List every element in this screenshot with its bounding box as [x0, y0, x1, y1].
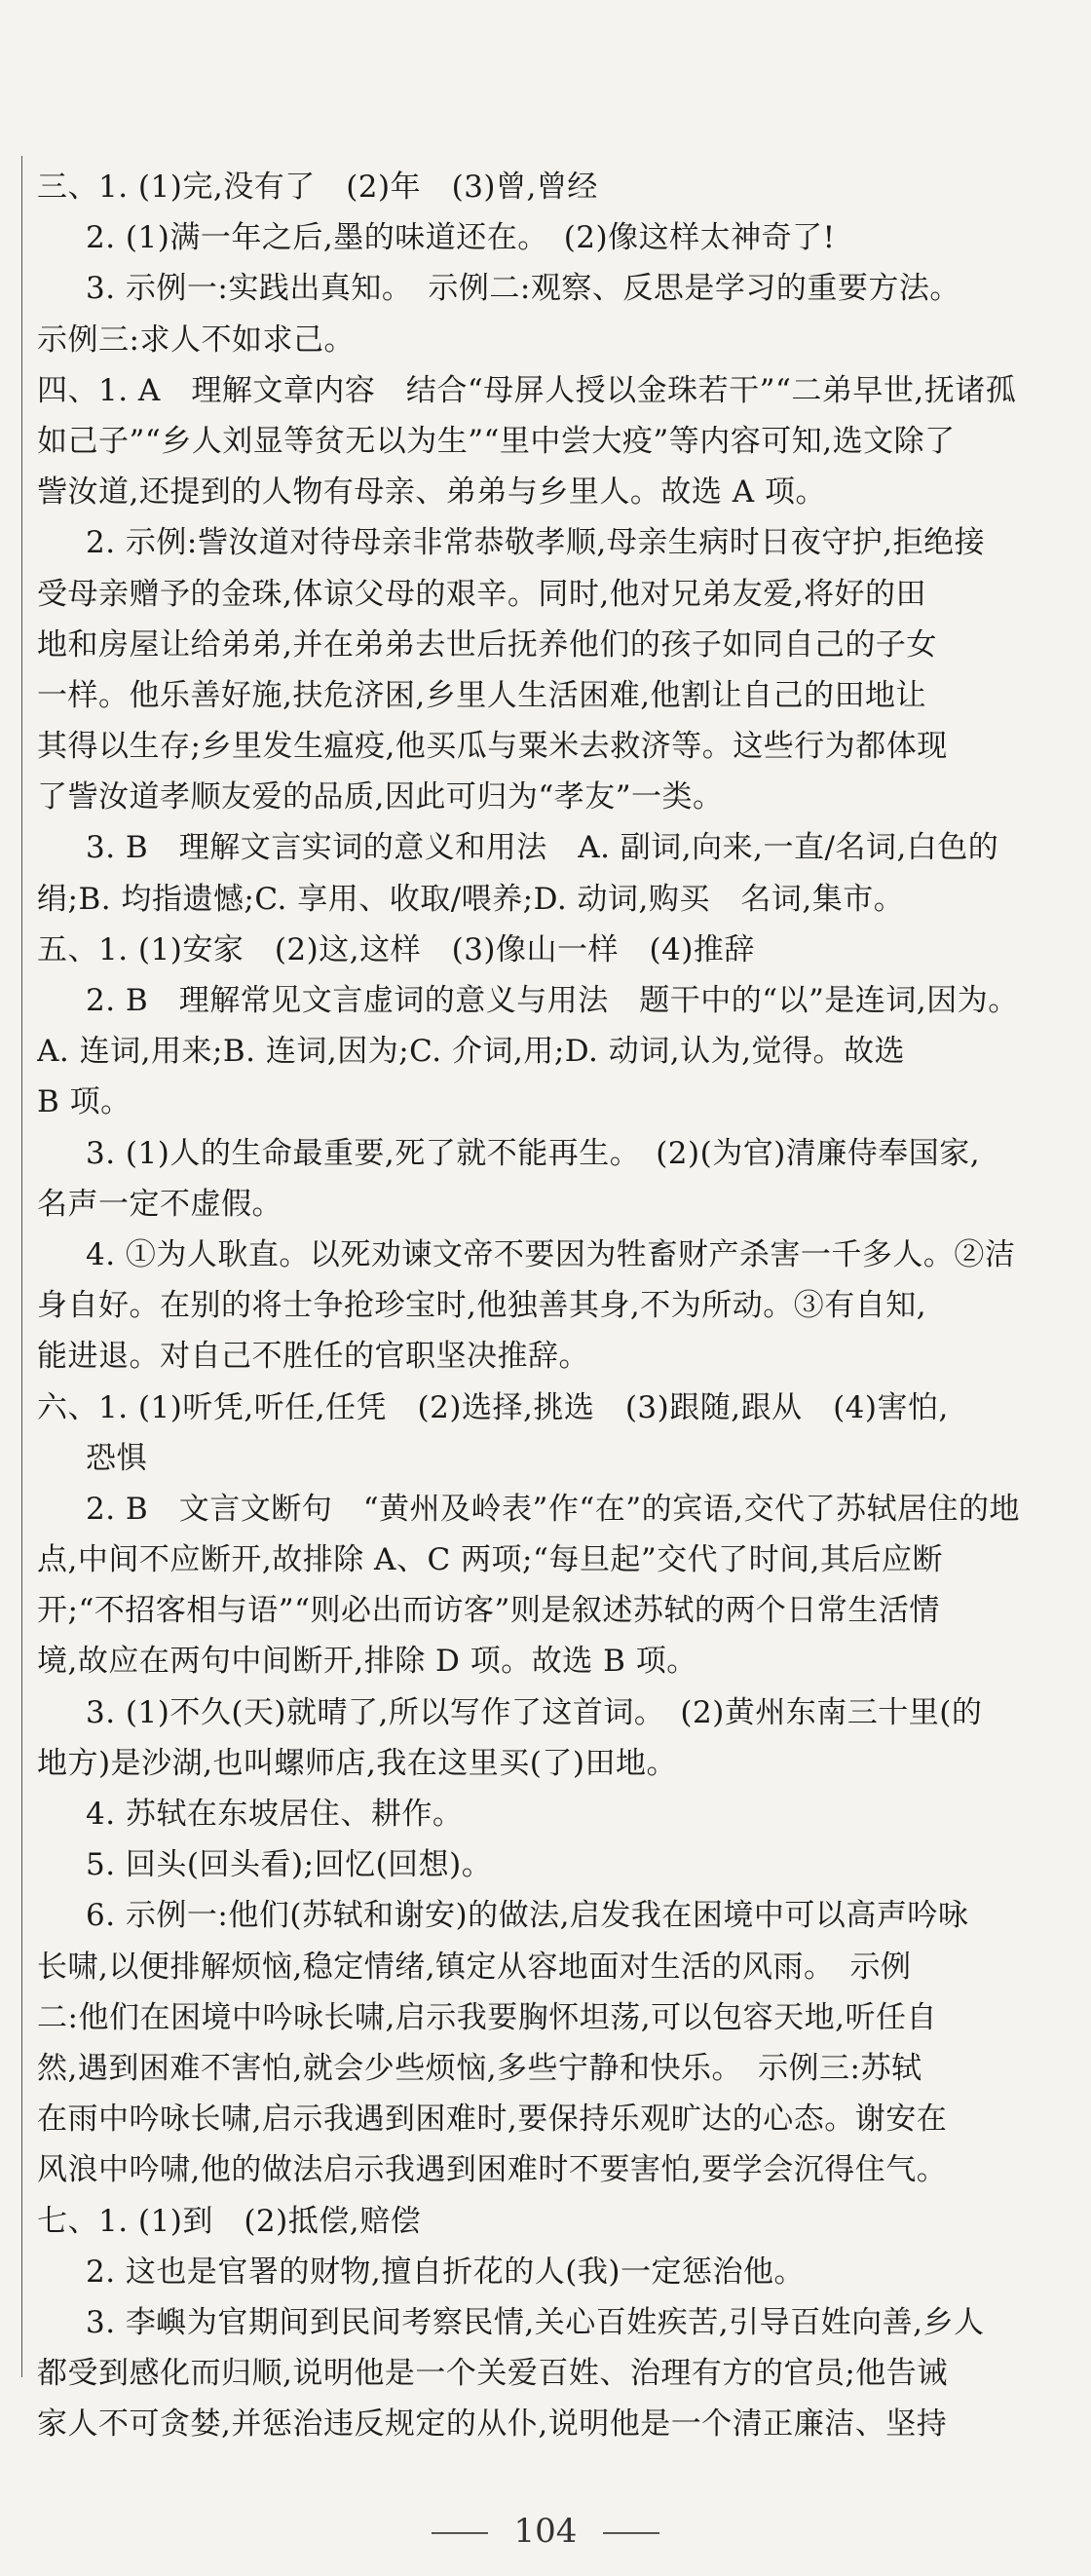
text-line: 名声一定不虚假。	[37, 1186, 282, 1222]
answer-text-body	[37, 162, 1050, 2449]
text-line: 在雨中吟咏长啸,启示我遇到困难时,要保持乐观旷达的心态。谢安在	[37, 2102, 948, 2138]
text-line: 其得以生存;乡里发生瘟疫,他买瓜与粟米去救济等。这些行为都体现	[37, 729, 948, 765]
text-line: 受母亲赠予的金珠,体谅父母的艰辛。同时,他对兄弟友爱,将好的田	[37, 576, 927, 612]
text-line: 三、1. (1)完,没有了 (2)年 (3)曾,曾经	[37, 170, 598, 205]
text-line: 2. (1)满一年之后,墨的味道还在。 (2)像这样太神奇了!	[86, 220, 836, 256]
text-line: 3. (1)人的生命最重要,死了就不能再生。 (2)(为官)清廉侍奉国家,	[86, 1135, 981, 1171]
text-line: 四、1. A 理解文章内容 结合“母屏人授以金珠若干”“二弟早世,抚诸孤	[37, 372, 1017, 408]
text-line: 地方)是沙湖,也叫螺师店,我在这里买(了)田地。	[37, 1745, 677, 1781]
text-line: 身自好。在别的将士争抢珍宝时,他独善其身,不为所动。③有自知,	[37, 1288, 927, 1324]
page-footer	[0, 2512, 1091, 2551]
text-line: 六、1. (1)听凭,听任,任凭 (2)选择,挑选 (3)跟随,跟从 (4)害怕,	[37, 1389, 949, 1425]
text-line: 能进退。对自己不胜任的官职坚决推辞。	[37, 1339, 589, 1375]
text-line: 6. 示例一:他们(苏轼和谢安)的做法,启发我在困境中可以高声吟咏	[86, 1898, 969, 1934]
text-line: 地和房屋让给弟弟,并在弟弟去世后抚养他们的孩子如同自己的子女	[37, 626, 937, 663]
text-line: 恐惧	[86, 1440, 147, 1476]
text-line: 示例三:求人不如求己。	[37, 322, 355, 358]
text-line: 3. (1)不久(天)就晴了,所以写作了这首词。 (2)黄州东南三十里(的	[86, 1694, 983, 1730]
text-line: 二:他们在困境中吟咏长啸,启示我要胸怀坦荡,可以包容天地,听任自	[37, 1999, 938, 2035]
text-line: 3. B 理解文言实词的意义和用法 A. 副词,向来,一直/名词,白色的	[86, 830, 999, 866]
text-line: 家人不可贪婪,并惩治违反规定的从仆,说明他是一个清正廉洁、坚持	[37, 2406, 948, 2443]
text-line: 风浪中吟啸,他的做法启示我遇到困难时不要害怕,要学会沉得住气。	[37, 2152, 948, 2188]
text-line: 一样。他乐善好施,扶危济困,乡里人生活困难,他割让自己的田地让	[37, 677, 927, 713]
text-line: 开;“不招客相与语”“则必出而访客”则是叙述苏轼的两个日常生活情	[37, 1593, 940, 1629]
text-line: 訾汝道,还提到的人物有母亲、弟弟与乡里人。故选 A 项。	[37, 474, 826, 511]
text-line: 2. B 理解常见文言虚词的意义与用法 题干中的“以”是连词,因为。	[86, 983, 1019, 1018]
text-line: 境,故应在两句中间断开,排除 D 项。故选 B 项。	[37, 1644, 697, 1680]
text-line: 如己子”“乡人刘显等贫无以为生”“里中尝大疫”等内容可知,选文除了	[37, 423, 956, 459]
text-line: 3. 李嶼为官期间到民间考察民情,关心百姓疾苦,引导百姓向善,乡人	[86, 2304, 985, 2340]
text-line: 2. B 文言文断句 “黄州及岭表”作“在”的宾语,交代了苏轼居住的地	[86, 1491, 1020, 1527]
text-line: 然,遇到困难不害怕,就会少些烦恼,多些宁静和快乐。 示例三:苏轼	[37, 2050, 922, 2086]
margin-rule	[21, 156, 22, 2377]
text-line: 长啸,以便排解烦恼,稳定情绪,镇定从容地面对生活的风雨。 示例	[37, 1949, 912, 1985]
text-line: 2. 这也是官署的财物,擅自折花的人(我)一定惩治他。	[86, 2254, 805, 2290]
page-number: 104	[513, 2512, 578, 2551]
text-line: 5. 回头(回头看);回忆(回想)。	[86, 1847, 493, 1883]
text-line: 了訾汝道孝顺友爱的品质,因此可归为“孝友”一类。	[37, 779, 724, 815]
text-line: 4. 苏轼在东坡居住、耕作。	[86, 1797, 464, 1832]
text-line: 绢;B. 均指遗憾;C. 享用、收取/喂养;D. 动词,购买 名词,集市。	[37, 881, 905, 917]
text-line: 4. ①为人耿直。以死劝谏文帝不要因为牲畜财产杀害一千多人。②洁	[86, 1236, 1016, 1272]
footer-dash-left	[432, 2532, 488, 2534]
text-line: 3. 示例一:实践出真知。 示例二:观察、反思是学习的重要方法。	[86, 271, 960, 307]
text-line: 七、1. (1)到 (2)抵偿,赔偿	[37, 2203, 422, 2239]
text-line: A. 连词,用来;B. 连词,因为;C. 介词,用;D. 动词,认为,觉得。故选	[37, 1034, 905, 1070]
text-line: 点,中间不应断开,故排除 A、C 两项;“每旦起”交代了时间,其后应断	[37, 1542, 944, 1578]
text-line: 五、1. (1)安家 (2)这,这样 (3)像山一样 (4)推辞	[37, 931, 755, 967]
text-line: 都受到感化而归顺,说明他是一个关爱百姓、治理有方的官员;他告诫	[37, 2356, 948, 2392]
text-line: B 项。	[37, 1084, 132, 1120]
text-line: 2. 示例:訾汝道对待母亲非常恭敬孝顺,母亲生病时日夜守护,拒绝接	[86, 525, 986, 561]
footer-dash-right	[603, 2532, 659, 2534]
